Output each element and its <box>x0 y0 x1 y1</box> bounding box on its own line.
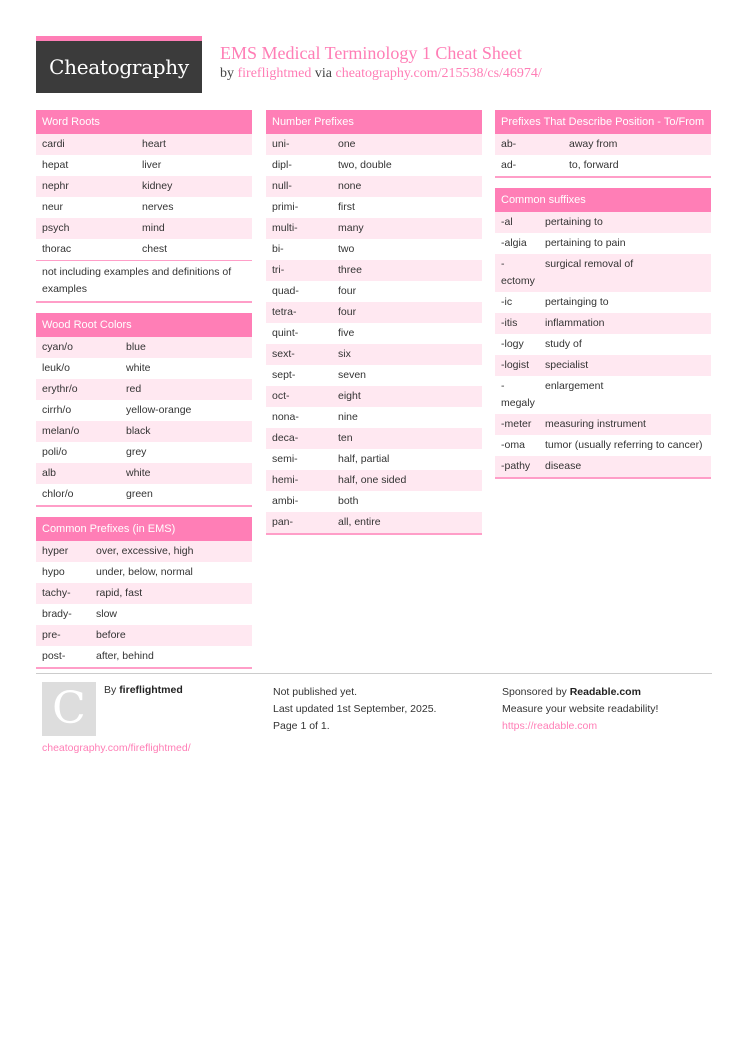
definition: red <box>126 383 142 395</box>
term: leuk/o <box>42 362 71 374</box>
definition: mind <box>142 222 165 234</box>
table-row <box>266 407 482 428</box>
table-row <box>266 428 482 449</box>
section-suffixes <box>495 188 711 479</box>
definition: pertainging to <box>545 296 609 308</box>
last-updated: Last updated 1st September, 2025. <box>273 703 437 715</box>
table-row <box>495 456 711 477</box>
term: - megaly <box>501 380 535 409</box>
table-row <box>495 414 711 435</box>
table-row <box>36 463 252 484</box>
table-row <box>495 355 711 376</box>
term: - ectomy <box>501 258 535 287</box>
definition: four <box>338 306 357 318</box>
sponsor-link[interactable]: https://readable.com <box>502 720 598 732</box>
author-avatar: C <box>42 682 96 736</box>
definition: enlargement <box>545 380 604 392</box>
table-row <box>36 197 252 218</box>
definition: yellow-orange <box>126 404 192 416</box>
table-row <box>36 134 252 155</box>
definition: all, entire <box>338 516 381 528</box>
term: null- <box>272 180 292 192</box>
byline-via: via <box>314 66 332 81</box>
definition: away from <box>569 138 618 150</box>
table-row <box>36 541 252 562</box>
definition: surgical removal of <box>545 258 634 270</box>
footer-status <box>273 684 436 735</box>
term: psych <box>42 222 70 234</box>
table-row <box>495 212 711 233</box>
table-row <box>36 218 252 239</box>
definition: six <box>338 348 351 360</box>
cheatography-logo[interactable]: Cheatography <box>36 36 202 93</box>
table-row <box>495 134 711 155</box>
definition: half, one sided <box>338 474 407 486</box>
term: quad- <box>272 285 299 297</box>
column-1 <box>36 110 252 679</box>
column-2 <box>266 110 482 545</box>
table-row <box>266 155 482 176</box>
table-row <box>266 323 482 344</box>
table-row <box>36 562 252 583</box>
table-row <box>266 512 482 533</box>
table-row <box>36 176 252 197</box>
section-title: Prefixes That Describe Position - To/From <box>495 110 711 134</box>
term: -itis <box>501 317 518 329</box>
definition: after, behind <box>96 650 154 662</box>
definition: heart <box>142 138 166 150</box>
term: poli/o <box>42 446 68 458</box>
section-root-colors <box>36 313 252 507</box>
term: tetra- <box>272 306 297 318</box>
table-row <box>266 176 482 197</box>
table-row <box>36 646 252 667</box>
definition: white <box>126 467 151 479</box>
term: neur <box>42 201 64 213</box>
definition: many <box>338 222 364 234</box>
definition: to, forward <box>569 159 619 171</box>
column-3 <box>495 110 711 489</box>
definition: under, below, normal <box>96 566 193 578</box>
term: sept- <box>272 369 296 381</box>
page-title: EMS Medical Terminology 1 Cheat Sheet <box>220 43 522 63</box>
definition: nerves <box>142 201 174 213</box>
definition: half, partial <box>338 453 390 465</box>
table-row <box>266 197 482 218</box>
table-row <box>495 155 711 176</box>
definition: blue <box>126 341 146 353</box>
term: oct- <box>272 390 290 402</box>
section-title: Common suffixes <box>495 188 711 212</box>
term: cirrh/o <box>42 404 72 416</box>
term: thorac <box>42 243 72 255</box>
definition: over, excessive, high <box>96 545 194 557</box>
definition: green <box>126 488 153 500</box>
term: dipl- <box>272 159 292 171</box>
term: deca- <box>272 432 299 444</box>
table-row <box>36 358 252 379</box>
term: semi- <box>272 453 298 465</box>
definition: ten <box>338 432 353 444</box>
definition: grey <box>126 446 147 458</box>
term: cyan/o <box>42 341 73 353</box>
term: -ic <box>501 296 513 308</box>
table-row <box>36 379 252 400</box>
term: ab- <box>501 138 517 150</box>
definition: three <box>338 264 362 276</box>
term: hepat <box>42 159 69 171</box>
table-row <box>266 260 482 281</box>
definition: none <box>338 180 362 192</box>
section-title: Common Prefixes (in EMS) <box>36 517 252 541</box>
table-row <box>266 491 482 512</box>
table-row <box>495 292 711 313</box>
definition: two <box>338 243 355 255</box>
definition: seven <box>338 369 367 381</box>
table-row <box>36 442 252 463</box>
table-row <box>36 604 252 625</box>
definition: kidney <box>142 180 173 192</box>
term: -logist <box>501 359 530 371</box>
term: -meter <box>501 418 532 430</box>
definition: pertaining to <box>545 216 603 228</box>
section-title: Wood Root Colors <box>36 313 252 337</box>
definition: study of <box>545 338 582 350</box>
term: -algia <box>501 237 527 249</box>
term: multi- <box>272 222 298 234</box>
term: ambi- <box>272 495 299 507</box>
definition: slow <box>96 608 118 620</box>
definition: nine <box>338 411 358 423</box>
term: tachy- <box>42 587 71 599</box>
table-row <box>266 470 482 491</box>
table-row <box>36 583 252 604</box>
table-row <box>36 239 252 260</box>
page-number: Page 1 of 1. <box>273 720 330 732</box>
term: melan/o <box>42 425 80 437</box>
term: brady- <box>42 608 72 620</box>
section-position-prefixes <box>495 110 711 178</box>
footer-by-label: By <box>104 684 117 696</box>
definition: before <box>96 629 126 641</box>
definition: specialist <box>545 359 589 371</box>
term: post- <box>42 650 66 662</box>
section-common-prefixes <box>36 517 252 669</box>
definition: measuring instrument <box>545 418 646 430</box>
sponsor-line <box>502 684 658 701</box>
term: quint- <box>272 327 299 339</box>
definition: disease <box>545 460 582 472</box>
table-row <box>266 302 482 323</box>
table-row <box>266 218 482 239</box>
table-row <box>36 625 252 646</box>
table-row <box>266 449 482 470</box>
term: primi- <box>272 201 299 213</box>
sponsor-name[interactable]: Readable.com <box>569 686 641 698</box>
table-row <box>495 233 711 254</box>
term: tri- <box>272 264 285 276</box>
term: nephr <box>42 180 69 192</box>
footer-author <box>104 684 183 696</box>
section-number-prefixes <box>266 110 482 535</box>
table-row <box>36 155 252 176</box>
table-row <box>495 254 711 292</box>
section-title: Word Roots <box>36 110 252 134</box>
sheet-header <box>36 36 716 94</box>
term: bi- <box>272 243 284 255</box>
table-row <box>36 337 252 358</box>
section-note: not including examples and definitions of examples <box>36 260 252 301</box>
definition: white <box>126 362 151 374</box>
term: chlor/o <box>42 488 74 500</box>
term: uni- <box>272 138 290 150</box>
definition: tumor (usually referring to cancer) <box>545 439 703 451</box>
table-row <box>266 386 482 407</box>
table-row <box>266 134 482 155</box>
byline <box>220 66 542 82</box>
table-row <box>36 400 252 421</box>
term: hemi- <box>272 474 299 486</box>
term: alb <box>42 467 57 479</box>
definition: five <box>338 327 355 339</box>
table-row <box>495 435 711 456</box>
table-row <box>495 313 711 334</box>
definition: rapid, fast <box>96 587 143 599</box>
term: -oma <box>501 439 525 451</box>
definition: eight <box>338 390 361 402</box>
term: -logy <box>501 338 524 350</box>
term: cardi <box>42 138 65 150</box>
footer-sponsor <box>502 684 658 735</box>
footer-author-link[interactable]: cheatography.com/fireflightmed/ <box>42 742 191 754</box>
definition: pertaining to pain <box>545 237 626 249</box>
page-footer <box>36 673 712 764</box>
term: pre- <box>42 629 61 641</box>
definition: black <box>126 425 151 437</box>
term: erythr/o <box>42 383 78 395</box>
term: hypo <box>42 566 65 578</box>
definition: four <box>338 285 357 297</box>
table-row <box>266 281 482 302</box>
definition: chest <box>142 243 168 255</box>
term: ad- <box>501 159 517 171</box>
table-row <box>266 365 482 386</box>
definition: two, double <box>338 159 392 171</box>
published-status: Not published yet. <box>273 686 358 698</box>
definition: inflammation <box>545 317 605 329</box>
table-row <box>495 376 711 414</box>
term: -al <box>501 216 513 228</box>
byline-by: by <box>220 66 234 81</box>
table-row <box>266 344 482 365</box>
definition: liver <box>142 159 162 171</box>
sheet-url-link[interactable]: cheatography.com/215538/cs/46974/ <box>335 66 542 81</box>
definition: one <box>338 138 356 150</box>
table-row <box>36 484 252 505</box>
author-link[interactable]: fireflightmed <box>237 66 312 81</box>
section-title: Number Prefixes <box>266 110 482 134</box>
footer-author-name[interactable]: fireflightmed <box>119 684 183 696</box>
term: sext- <box>272 348 295 360</box>
term: nona- <box>272 411 299 423</box>
term: hyper <box>42 545 69 557</box>
definition: both <box>338 495 359 507</box>
sponsor-prefix: Sponsored by <box>502 686 567 698</box>
table-row <box>266 239 482 260</box>
table-row <box>495 334 711 355</box>
term: -pathy <box>501 460 531 472</box>
definition: first <box>338 201 355 213</box>
term: pan- <box>272 516 294 528</box>
sponsor-tagline: Measure your website readability! <box>502 703 659 715</box>
table-row <box>36 421 252 442</box>
section-word-roots <box>36 110 252 303</box>
